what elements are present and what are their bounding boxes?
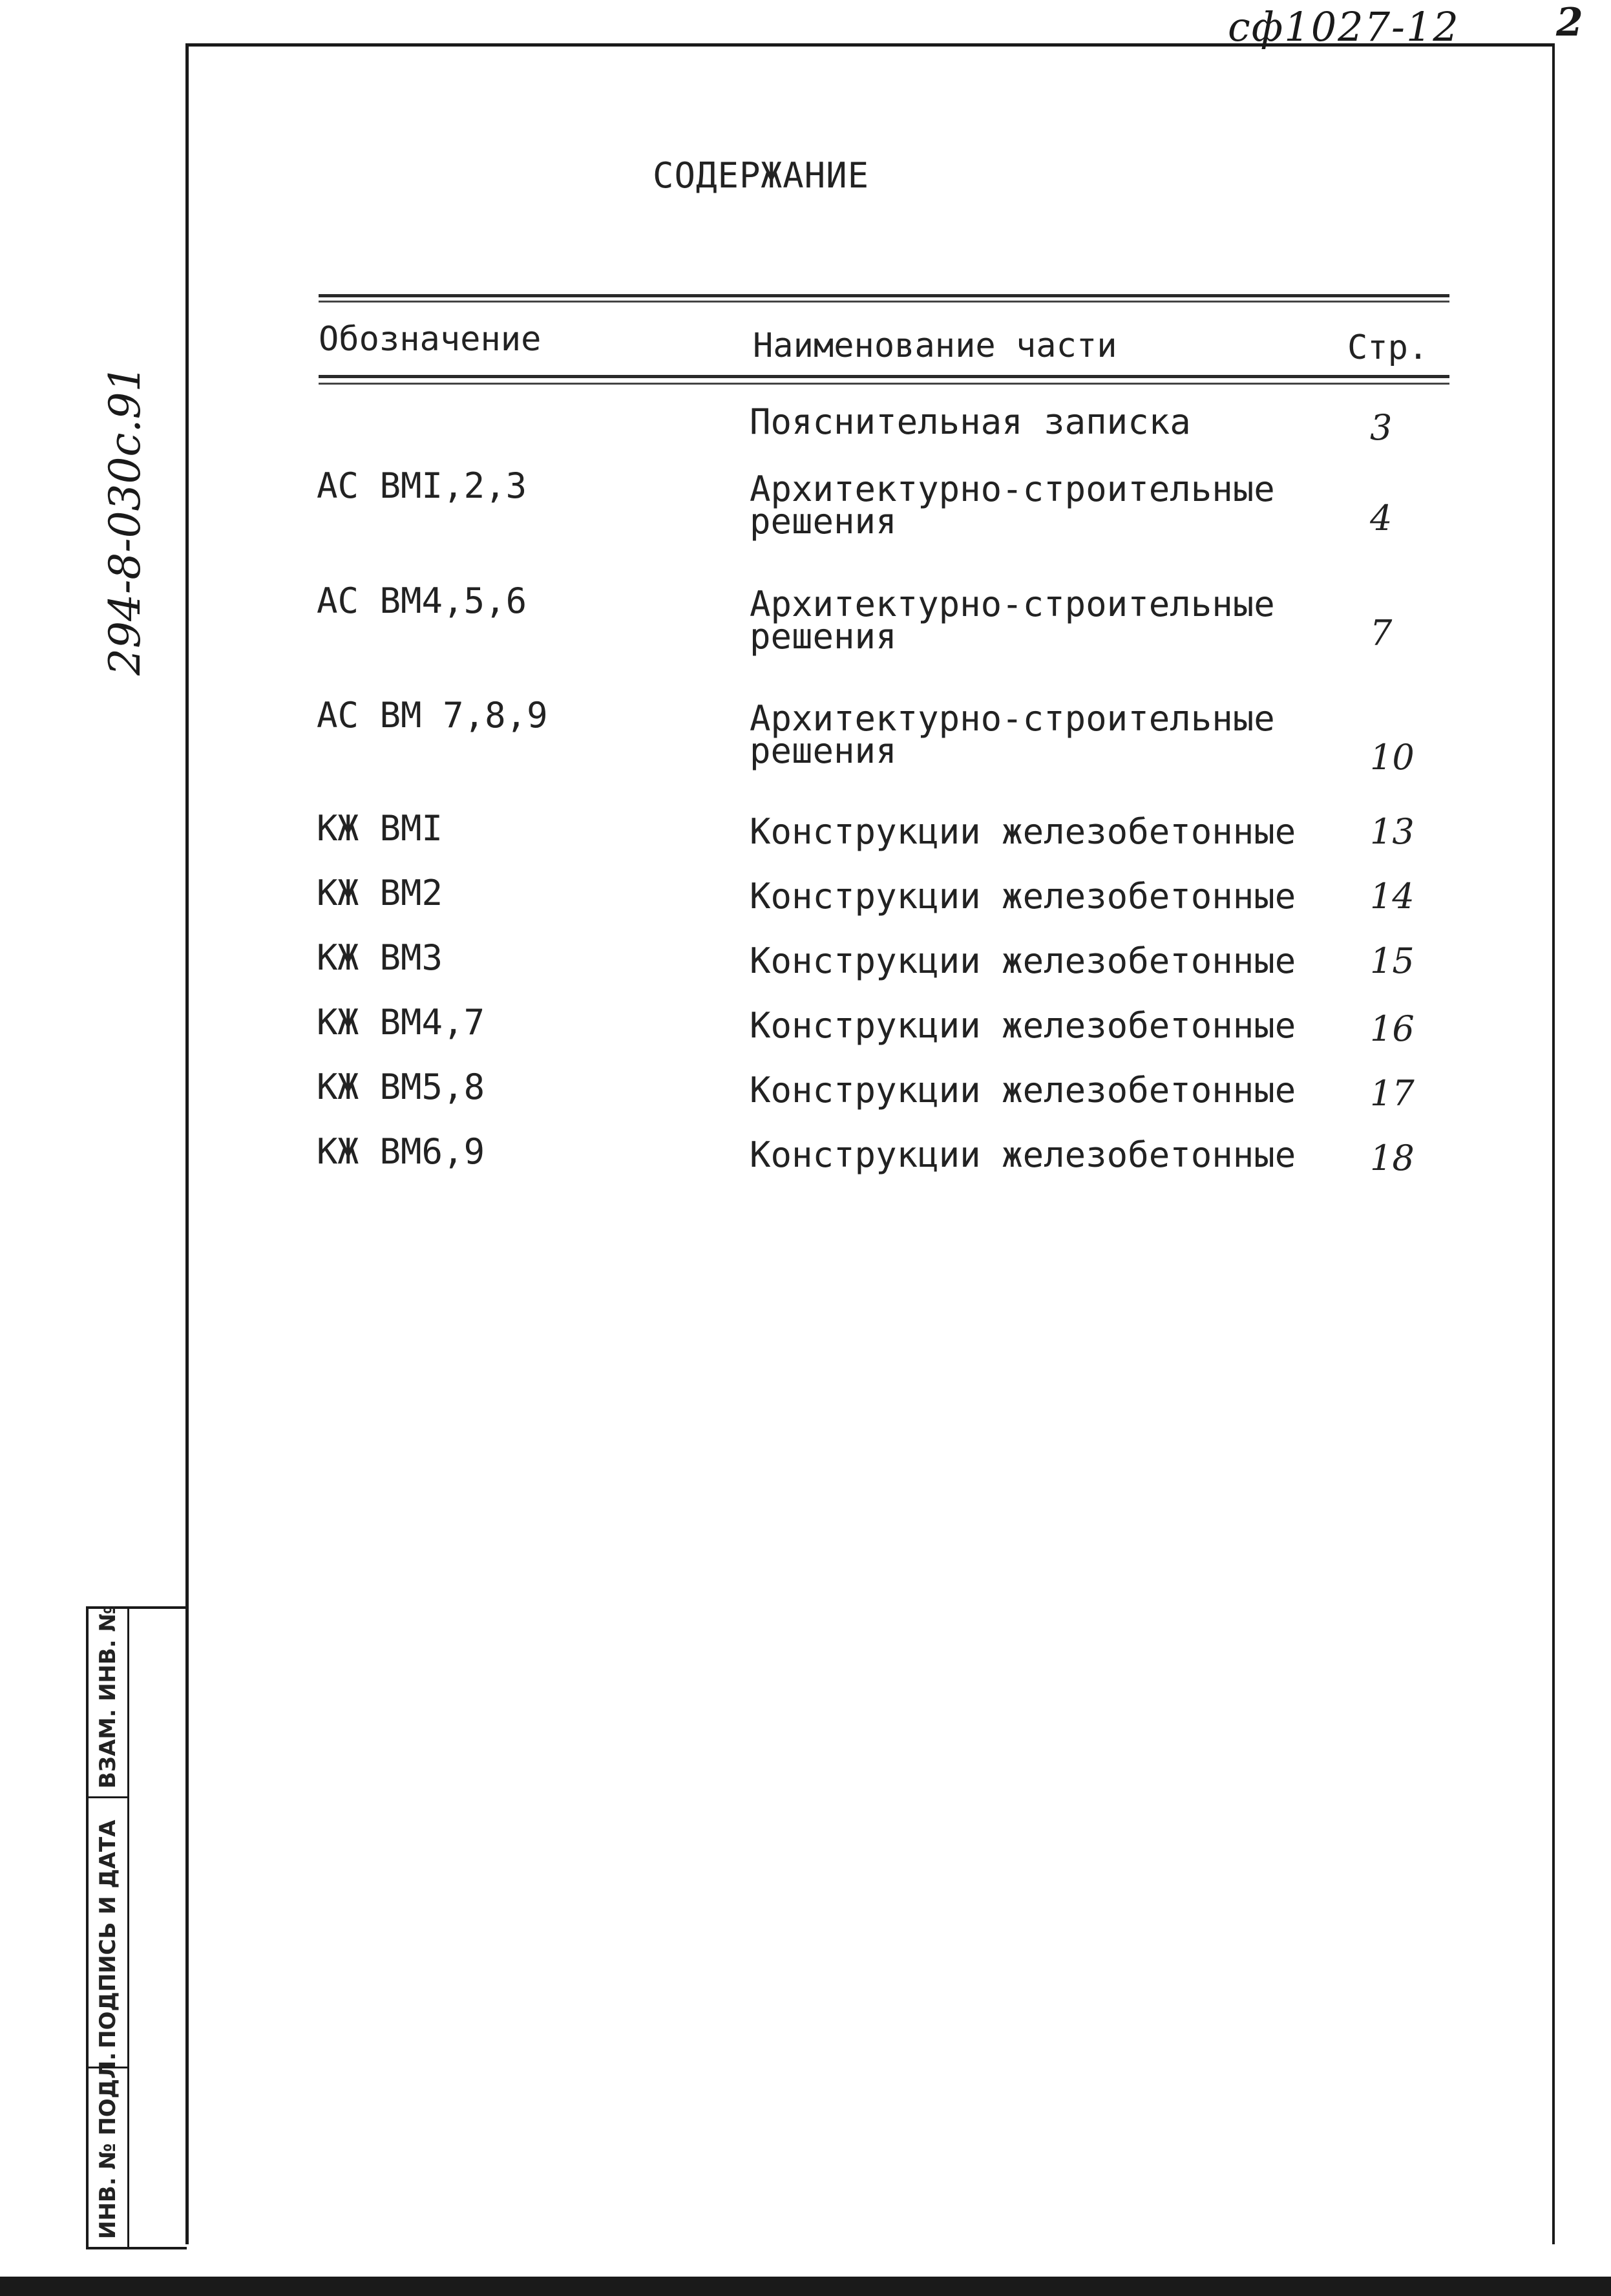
row-page: 3 xyxy=(1370,407,1393,448)
row-name: Конструкции железобетонные xyxy=(750,941,1296,981)
row-name: Конструкции железобетонные xyxy=(750,811,1296,852)
row-code: КЖ ВМ5,8 xyxy=(317,1067,485,1107)
document-code: сф1027-12 xyxy=(1228,3,1460,50)
vertical-project-code: 294-8-030с.91 xyxy=(100,365,150,675)
column-header-code: Обозначение xyxy=(319,320,542,359)
row-page: 4 xyxy=(1370,498,1393,538)
row-code: КЖ ВМI xyxy=(317,808,443,849)
table-top-rule-2 xyxy=(319,301,1449,303)
row-code: АС ВМI,2,3 xyxy=(317,465,527,506)
row-code: КЖ ВМ2 xyxy=(317,873,443,913)
row-name: Конструкции железобетонные xyxy=(750,876,1296,917)
row-page: 10 xyxy=(1370,737,1415,778)
row-name: Архитектурно-строительные решения xyxy=(750,584,1275,657)
row-name: Конструкции железобетонные xyxy=(750,1005,1296,1046)
row-code: АС ВМ4,5,6 xyxy=(317,580,527,621)
stamp-sign-date: ПОДПИСЬ И ДАТА xyxy=(95,1820,121,2048)
header-bottom-rule xyxy=(319,375,1449,378)
table-top-rule xyxy=(319,294,1449,297)
sheet-number: 2 xyxy=(1556,0,1583,45)
row-code: КЖ ВМ6,9 xyxy=(317,1131,485,1172)
row-name: Архитектурно-строительные решения xyxy=(750,698,1275,771)
row-name: Архитектурно-строительные решения xyxy=(750,469,1275,542)
column-header-name: Наименование части xyxy=(753,326,1117,365)
page-title: СОДЕРЖАНИЕ xyxy=(653,155,870,196)
row-page: 7 xyxy=(1370,613,1393,654)
bottom-border xyxy=(0,2277,1611,2296)
row-page: 14 xyxy=(1370,876,1415,917)
row-code: КЖ ВМ3 xyxy=(317,937,443,978)
stamp-inv-original: ИНВ. № ПОДЛ. xyxy=(95,2052,121,2239)
side-stamp xyxy=(86,1606,187,2249)
row-page: 16 xyxy=(1370,1008,1415,1049)
column-header-page: Стр. xyxy=(1347,328,1429,367)
row-name: Пояснительная записка xyxy=(750,401,1191,442)
row-name: Конструкции железобетонные xyxy=(750,1070,1296,1111)
stamp-replace-inv: ВЗАМ. ИНВ. № xyxy=(95,1605,121,1789)
row-name: Конструкции железобетонные xyxy=(750,1134,1296,1175)
row-code: КЖ ВМ4,7 xyxy=(317,1002,485,1043)
row-page: 17 xyxy=(1370,1073,1415,1114)
row-page: 18 xyxy=(1370,1138,1415,1178)
row-page: 15 xyxy=(1370,941,1415,981)
header-bottom-rule-2 xyxy=(319,383,1449,385)
row-code: АС ВМ 7,8,9 xyxy=(317,695,548,736)
row-page: 13 xyxy=(1370,811,1415,852)
